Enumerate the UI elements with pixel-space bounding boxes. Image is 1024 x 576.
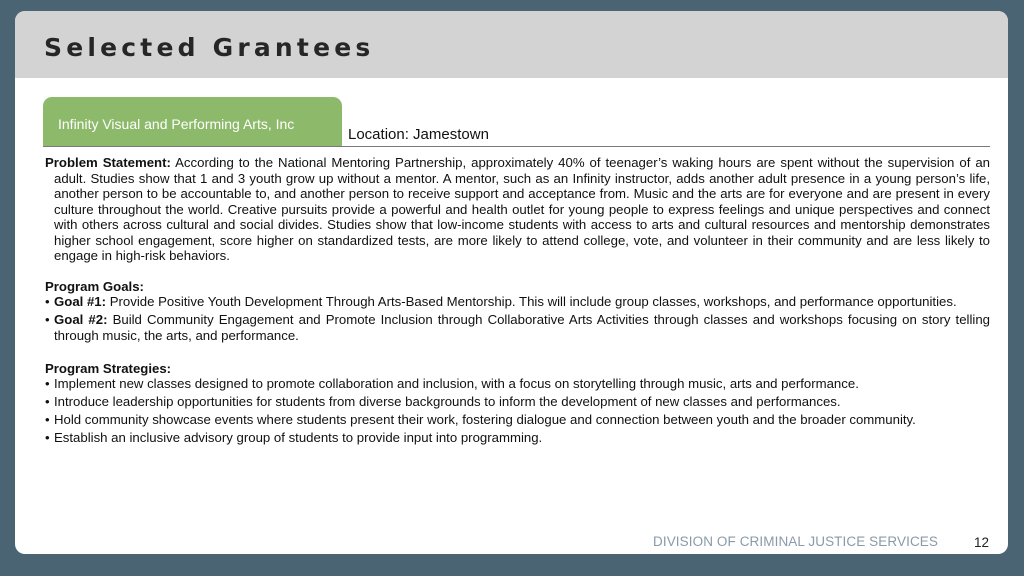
bullet: • xyxy=(45,394,50,409)
strategy-text: Implement new classes designed to promote collaboration and inclusion, with a focus on storytelling through music, arts and performance. xyxy=(54,376,859,391)
problem-statement xyxy=(45,155,990,264)
list-item xyxy=(45,394,990,410)
location-label: Location: Jamestown xyxy=(348,126,489,143)
list-item xyxy=(45,376,990,392)
strategy-text: Hold community showcase events where students present their work, fostering dialogue and connection between youth and the broader community. xyxy=(54,412,916,427)
title-bar xyxy=(15,11,1008,78)
page-number: 12 xyxy=(974,535,990,550)
divider xyxy=(43,146,990,147)
bullet: • xyxy=(45,376,50,391)
strategy-text: Establish an inclusive advisory group of students to provide input into programming. xyxy=(54,430,543,445)
goal-text: Provide Positive Youth Development Through Arts-Based Mentorship. This will include group classes, workshops, and performance opportunities. xyxy=(109,294,957,309)
slide xyxy=(15,11,1008,554)
bullet: • xyxy=(45,312,50,327)
program-goals-heading: Program Goals: xyxy=(45,278,144,294)
footer-organization: DIVISION OF CRIMINAL JUSTICE SERVICES xyxy=(653,534,938,549)
list-item xyxy=(45,312,990,343)
program-goals-list xyxy=(45,294,990,343)
list-item xyxy=(45,430,990,446)
program-strategies-list xyxy=(45,376,990,446)
problem-statement-label: Problem Statement: xyxy=(45,155,171,170)
goal-label: Goal #2: xyxy=(54,312,108,327)
grantee-name: Infinity Visual and Performing Arts, Inc xyxy=(58,116,295,132)
goal-label: Goal #1: xyxy=(54,294,107,309)
grantee-details xyxy=(45,155,990,448)
list-item xyxy=(45,294,990,310)
bullet: • xyxy=(45,430,50,445)
strategy-text: Introduce leadership opportunities for students from diverse backgrounds to inform the development of new classes and performances. xyxy=(54,394,841,409)
page-title: Selected Grantees xyxy=(44,33,375,62)
bullet: • xyxy=(45,294,50,309)
program-strategies-heading: Program Strategies: xyxy=(45,360,172,376)
grantee-tab xyxy=(43,97,342,146)
bullet: • xyxy=(45,412,50,427)
problem-statement-text: According to the National Mentoring Partnership, approximately 40% of teenager’s waking hours are spent without the supervision of an adult. Studies show that 1 and 3 youth grow up without a mentor. A mentor, such as an Infinity instructor, adds another adult presence in a young person’s life, another person to be accountable to, and another person to receive support and acceptance from. Music and the arts are for everyone and are present in every culture throughout the world. Creative pursuits provide a powerful and health outlet for young people to express feelings and unique perspectives and connect with others across cultural and social divides. Studies show that low-income students with access to arts and cultural resources and mentorship demonstrates higher school engagement, score higher on standardized tests, are more likely to attend college, vote, and volunteer in their community and are less likely to engage in high-risk behaviors. xyxy=(54,155,990,263)
goal-text: Build Community Engagement and Promote Inclusion through Collaborative Arts Activities through classes and workshops focusing on story telling through music, the arts, and performance. xyxy=(54,312,990,343)
list-item xyxy=(45,412,990,428)
